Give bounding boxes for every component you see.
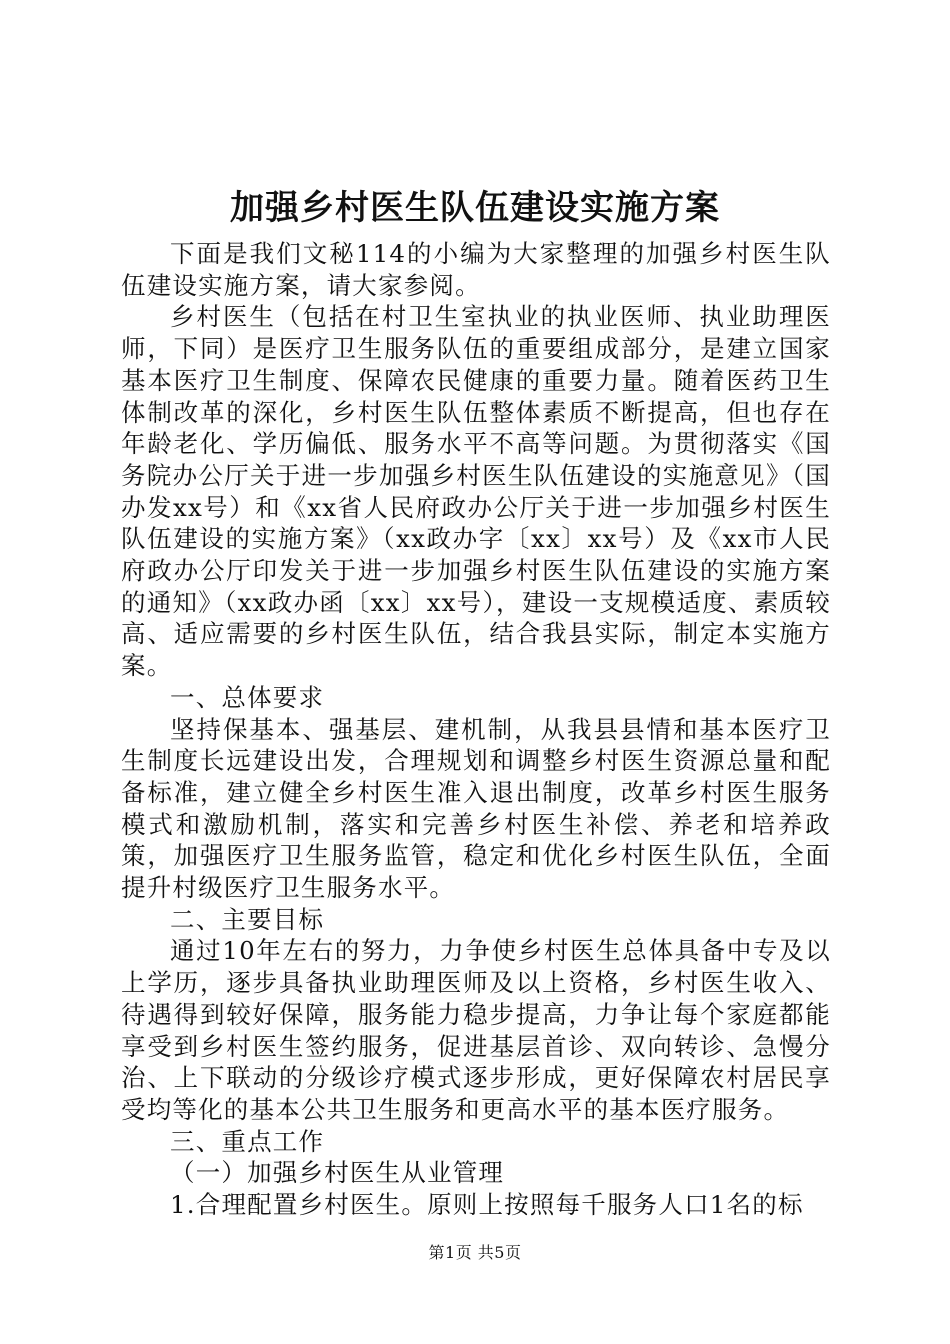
- section-heading-key-work: 三、重点工作: [170, 1126, 325, 1156]
- page-footer: 第1页 共5页: [428, 1243, 522, 1262]
- general-requirements-paragraph: 坚持保基本、强基层、建机制，从我县县情和基本医疗卫生制度长远建设出发，合理规划和调整乡村医生资源总量和配备标准，建立健全乡村医生准入退出制度，改革乡村医生服务模式和激励机制，落实和完善乡村医生补偿、养老和培养政策，加强医疗卫生服务监管，稳定和优化乡村医生队伍，全面提升村级医疗卫生服务水平。: [121, 714, 831, 903]
- item-paragraph-allocation: 1.合理配置乡村医生。原则上按照每千服务人口1名的标: [170, 1190, 804, 1220]
- intro-paragraph: 下面是我们文秘114的小编为大家整理的加强乡村医生队伍建设实施方案，请大家参阅。: [121, 239, 831, 300]
- main-goals-paragraph: 通过10年左右的努力，力争使乡村医生总体具备中专及以上学历，逐步具备执业助理医师及以上资格，乡村医生收入、待遇得到较好保障，服务能力稳步提高，力争让每个家庭都能享受到乡村医生签约服务，促进基层首诊、双向转诊、急慢分治、上下联动的分级诊疗模式逐步形成，更好保障农村居民享受均等化的基本公共卫生服务和更高水平的基本医疗服务。: [121, 936, 831, 1124]
- document-title: 加强乡村医生队伍建设实施方案: [230, 188, 720, 228]
- document-body: [121, 238, 831, 1221]
- subsection-heading-management: （一）加强乡村医生从业管理: [170, 1158, 505, 1188]
- section-heading-main-goals: 二、主要目标: [170, 904, 325, 934]
- background-paragraph: 乡村医生（包括在村卫生室执业的执业医师、执业助理医师，下同）是医疗卫生服务队伍的重要组成部分，是建立国家基本医疗卫生制度、保障农民健康的重要力量。随着医药卫生体制改革的深化，乡村医生队伍整体素质不断提高，但也存在年龄老化、学历偏低、服务水平不高等问题。为贯彻落实《国务院办公厅关于进一步加强乡村医生队伍建设的实施意见》（国办发xx号）和《xx省人民府政办公厅关于进一步加强乡村医生队伍建设的实施方案》（xx政办字〔xx〕xx号）及《xx市人民府政办公厅印发关于进一步加强乡村医生队伍建设的实施方案的通知》（xx政办函〔xx〕xx号），建设一支规模适度、素质较高、适应需要的乡村医生队伍，结合我县实际，制定本实施方案。: [121, 302, 831, 681]
- section-heading-general-requirements: 一、总体要求: [170, 682, 325, 712]
